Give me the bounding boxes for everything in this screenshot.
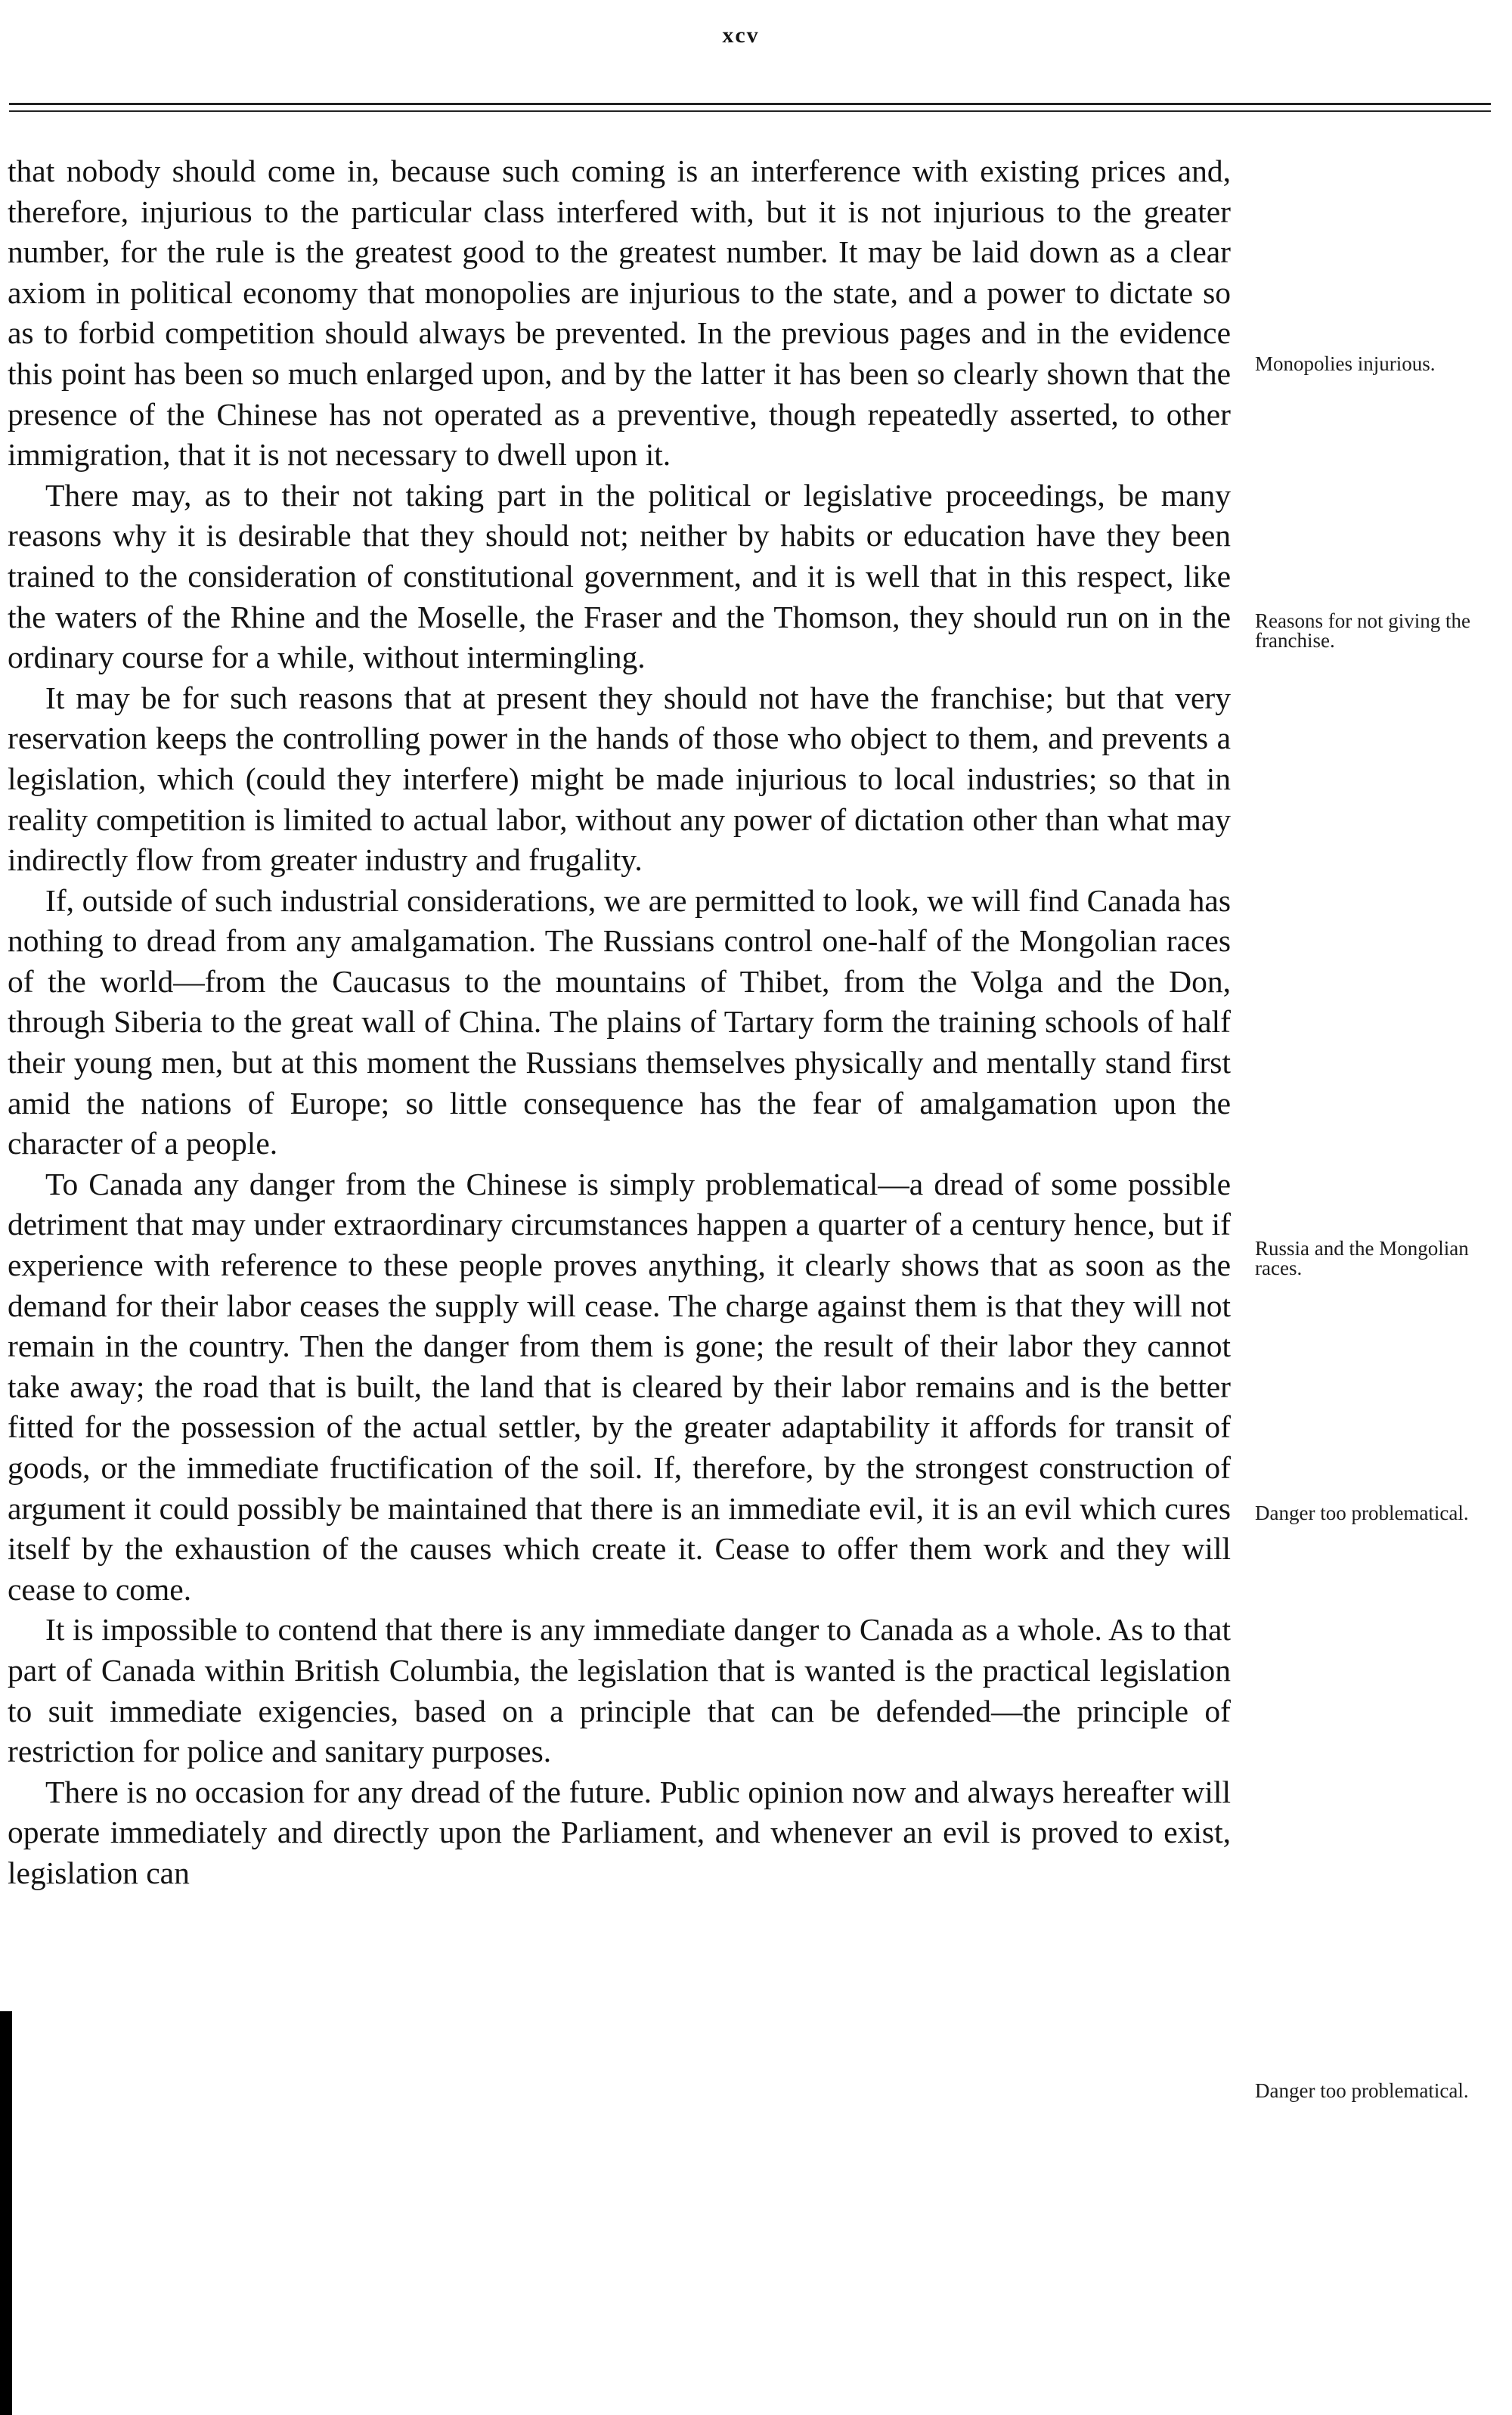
paragraph: If, outside of such industrial considerations, we are permitted to look, we will find Canada has nothing to dread from any amalgamation. The Russians control one-half of the Mongolian races of the world—from the Caucasus to the mountains of Thibet, from the Volga and the Don, through Siberia to the great wall of China. The plains of Tartary form the training schools of half their young men, but at this moment the Russians themselves physically and mentally stand first amid the nations of Europe; so little consequence has the fear of amalgamation upon the character of a people. <box>8 882 1231 1161</box>
paragraph: There is no occasion for any dread of the future. Public opinion now and always hereafter will operate immediately and directly upon the Parliament, and whenever an evil is proved to exist, legislation can <box>8 1774 1231 1890</box>
header-rule-thin <box>9 110 1491 112</box>
margin-note: Reasons for not giving the franchise. <box>1255 609 1470 652</box>
margin-note: Monopolies injurious. <box>1255 352 1436 375</box>
paragraph: It is impossible to contend that there is any immediate danger to Canada as a whole. As to that part of Canada within British Columbia, the legislation that is wanted is the practical legislation to suit immediate exigencies, based on a principle that can be defended—the principle of restriction for police and sanitary purposes. <box>8 1612 1231 1769</box>
margin-note: Danger too problematical. <box>1255 1502 1469 1524</box>
scan-edge-bar <box>0 2011 12 2415</box>
page-number: xcv <box>722 23 760 48</box>
paragraph: that nobody should come in, because such coming is an interference with existing prices and, therefore, injurious to the particular class interfered with, but it is not injurious to the greater number, for the rule is the greatest good to the greatest number. It may be laid down as a clear axiom in political economy that monopolies are injurious to the state, and a power to dictate so as to forbid competition should always be prevented. In the previous pages and in the evidence this point has been so much enlarged upon, and by the latter it has been so clearly shown that the presence of the Chinese has not operated as a preventive, though repeatedly asserted, to other immigration, that it is not necessary to dwell upon it. <box>8 153 1231 473</box>
header-rule <box>9 103 1491 105</box>
margin-note: Russia and the Mongolian races. <box>1255 1237 1469 1279</box>
paragraph: There may, as to their not taking part in the political or legislative proceedings, be many reasons why it is desirable that they should not; neither by habits or education have they been trained to the consideration of constitutional government, and it is well that in this respect, like the waters of the Rhine and the Moselle, the Fraser and the Thomson, they should run on in the ordinary course for a while, without intermingling. <box>8 477 1231 675</box>
body-text <box>8 151 1231 1894</box>
paragraph: It may be for such reasons that at present they should not have the franchise; but that very reservation keeps the controlling power in the hands of those who object to them, and prevents a legislation, which (could they interfere) might be made injurious to local industries; so that in reality competition is limited to actual labor, without any power of dictation other than what may indirectly flow from greater industry and frugality. <box>8 680 1231 878</box>
margin-note: Danger too problematical. <box>1255 2079 1469 2102</box>
paragraph: To Canada any danger from the Chinese is simply problematical—a dread of some possible detriment that may under extraordinary circumstances happen a quarter of a century hence, but if experience with reference to these people proves anything, it clearly shows that as soon as the demand for their labor ceases the supply will cease. The charge against them is that they will not remain in the country. Then the danger from them is gone; the result of their labor they cannot take away; the road that is built, the land that is cleared by their labor remains and is the better fitted for the possession of the actual settler, by the greater adaptability it affords for transit of goods, or the immediate fructification of the soil. If, therefore, by the strongest construction of argument it could possibly be maintained that there is an immediate evil, it is an evil which cures itself by the exhaustion of the causes which create it. Cease to offer them work and they will cease to come. <box>8 1166 1231 1607</box>
